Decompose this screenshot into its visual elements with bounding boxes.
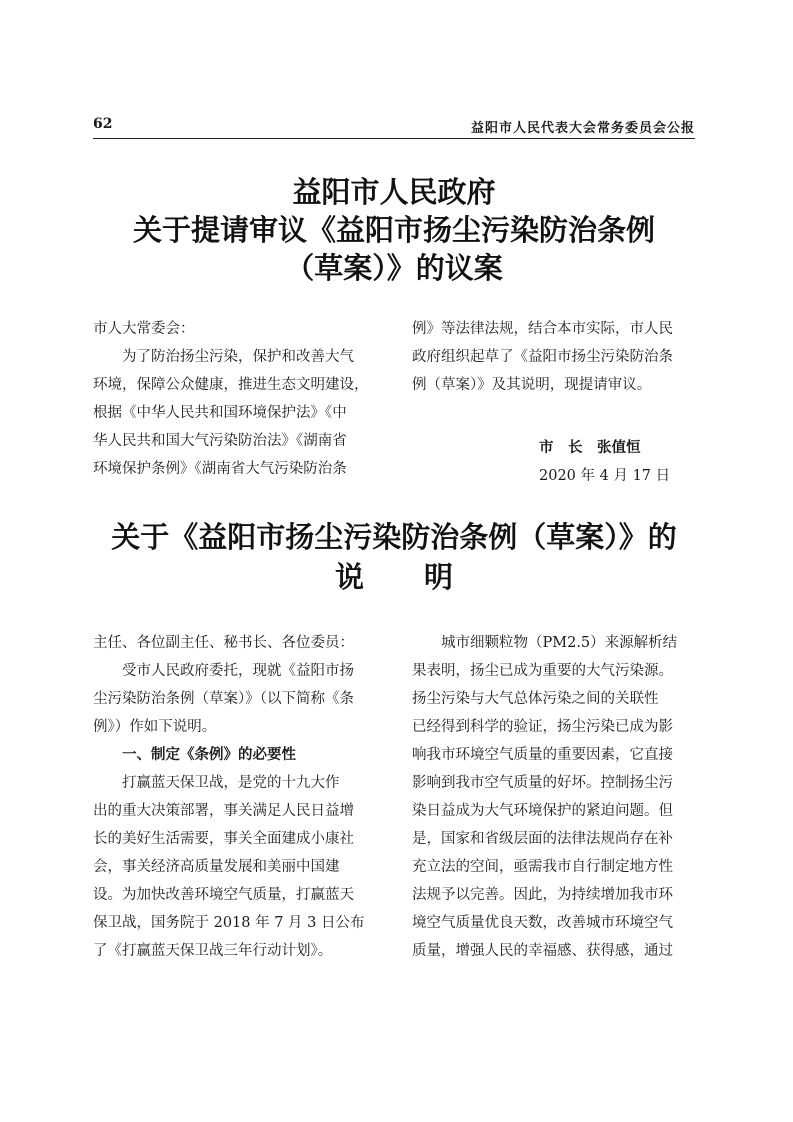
text-line: 已经得到科学的验证，扬尘污染已成为影 <box>412 719 673 735</box>
motion-date: 2020 年 4 月 17 日 <box>539 468 671 484</box>
text-line: 质量，增强人民的幸福感、获得感，通过 <box>412 943 673 959</box>
text-line: 华人民共和国大气污染防治法》《湖南省 <box>93 433 347 449</box>
text-line: 果表明，扬尘已成为重要的大气污染源。 <box>412 663 673 679</box>
text-line: 受市人民政府委托，现就《益阳市扬 <box>122 663 354 679</box>
text-line: 例》等法律法规，结合本市实际，市人民 <box>412 321 673 337</box>
header-rule <box>93 138 695 139</box>
salutation: 市人大常委会： <box>93 321 195 337</box>
page-header <box>93 116 695 138</box>
section-heading: 一、制定《条例》的必要性 <box>122 746 296 763</box>
salutation: 主任、各位副主任、秘书长、各位委员： <box>93 635 354 651</box>
text-line: 设。为加快改善环境空气质量，打赢蓝天 <box>93 887 354 903</box>
text-line: 保卫战，国务院于 2018 年 7 月 3 日公布 <box>93 915 365 931</box>
page-number: 62 <box>93 116 113 132</box>
text-line: 城市细颗粒物（PM2.5）来源解析结 <box>441 635 678 651</box>
motion-left-column <box>93 315 393 483</box>
motion-title-line: （草案）》的议案 <box>285 251 503 285</box>
text-line: 根据《中华人民共和国环境保护法》《中 <box>93 405 347 421</box>
text-line: 环境，保障公众健康，推进生态文明建设， <box>93 377 369 393</box>
explanation-title <box>93 517 695 597</box>
text-line: 是，国家和省级层面的法律法规尚存在补 <box>412 831 673 847</box>
motion-right-column <box>412 315 702 399</box>
motion-title <box>93 173 695 287</box>
text-line: 会，事关经济高质量发展和美丽中国建 <box>93 859 340 875</box>
explanation-left-column <box>93 629 393 965</box>
text-line: 政府组织起草了《益阳市扬尘污染防治条 <box>412 349 673 365</box>
text-line: 响我市环境空气质量的重要因素，它直接 <box>412 747 673 763</box>
motion-title-line: 益阳市人民政府 <box>292 175 496 209</box>
text-line: 长的美好生活需要，事关全面建成小康社 <box>93 831 354 847</box>
text-line: 影响到我市空气质量的好坏。控制扬尘污 <box>412 775 673 791</box>
journal-title: 益阳市人民代表大会常务委员会公报 <box>470 121 695 136</box>
text-line: 例（草案）》及其说明，现提请审议。 <box>412 377 652 393</box>
explanation-title-line: 关于《益阳市扬尘污染防治条例（草案）》的 <box>111 520 677 554</box>
text-line: 例》）作如下说明。 <box>93 719 217 735</box>
text-line: 扬尘污染与大气总体污染之间的关联性 <box>412 691 659 707</box>
text-line: 尘污染防治条例（草案）》（以下简称《条 <box>93 691 354 707</box>
mayor-signature: 市 长 张值恒 <box>539 439 641 456</box>
text-line: 环境保护条例》《湖南省大气污染防治条 <box>93 461 347 477</box>
text-line: 充立法的空间，亟需我市自行制定地方性 <box>412 859 673 875</box>
text-line: 境空气质量优良天数，改善城市环境空气 <box>412 915 673 931</box>
text-line: 了《打赢蓝天保卫战三年行动计划》。 <box>93 943 333 959</box>
explanation-right-column <box>412 629 702 965</box>
text-line: 法规予以完善。因此，为持续增加我市环 <box>412 887 673 903</box>
text-line: 出的重大决策部署，事关满足人民日益增 <box>93 803 354 819</box>
explanation-title-line: 说明 <box>334 560 513 594</box>
text-line: 打赢蓝天保卫战，是党的十九大作 <box>122 775 340 791</box>
motion-title-line: 关于提请审议《益阳市扬尘污染防治条例 <box>132 213 655 247</box>
text-line: 为了防治扬尘污染，保护和改善大气 <box>122 349 354 365</box>
text-line: 染日益成为大气环境保护的紧迫问题。但 <box>412 803 673 819</box>
